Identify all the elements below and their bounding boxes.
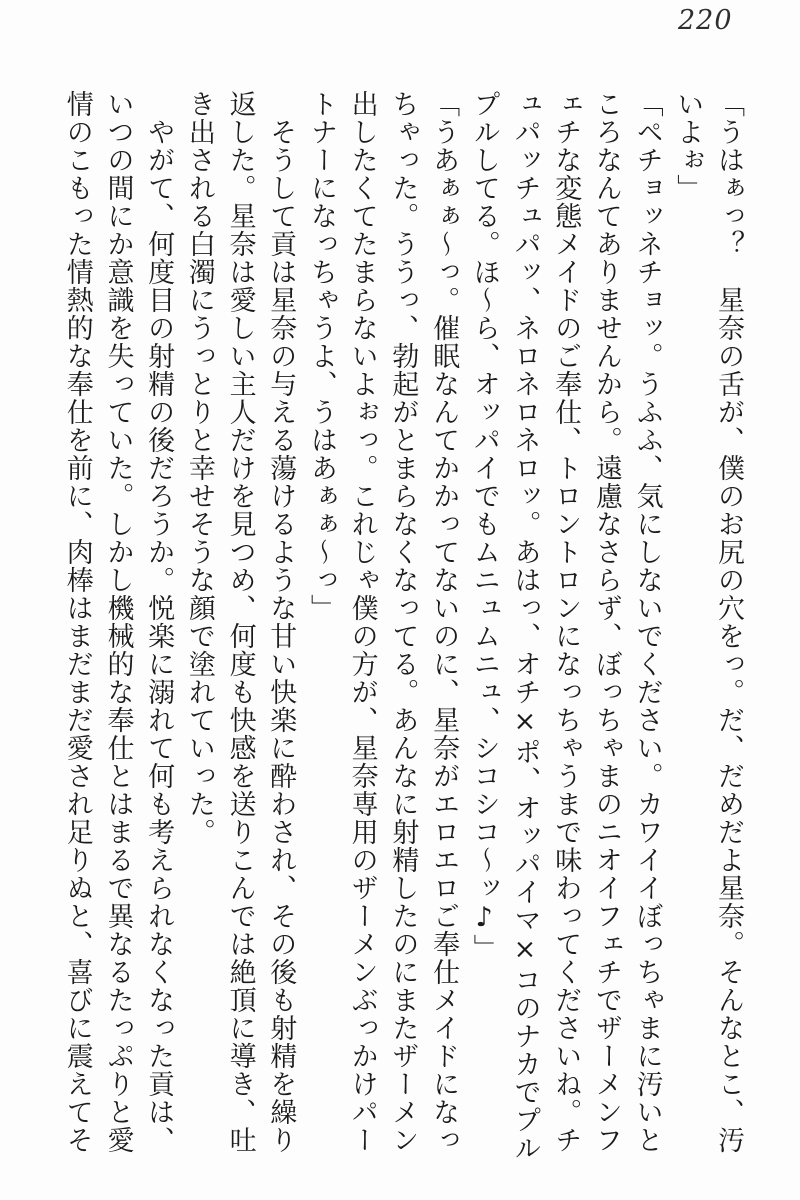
text-line: いよぉ」 [672, 90, 704, 202]
text-line: いつの間にか意識を失っていた。しかし機械的な奉仕とはまるで異なるたっぷりと愛 [102, 90, 134, 1154]
text-line: き出される白濁にうっとりと幸せそうな顔で塗れていった。 [183, 90, 215, 846]
text-line: 返した。星奈は愛しい主人だけを見つめ、何度も快感を送りこんでは絶頂に導き、吐 [224, 90, 256, 1154]
text-line: トナーになっちゃうよ、うはあぁぁ〜っ」 [305, 90, 337, 622]
text-line: 「ペチョッネチョッ。うふふ、気にしないでください。カワイイぼっちゃまに汚いと [631, 90, 663, 1154]
text-line: 情のこもった情熱的な奉仕を前に、肉棒はまだまだ愛され足りぬと、喜びに震えてそ [61, 90, 93, 1154]
text-line: 「うはぁっ？ 星奈の舌が、僕のお尻の穴をっ。だ、だめだよ星奈。そんなとこ、汚 [713, 90, 744, 1154]
text-line: そうして貢は星奈の与える蕩けるような甘い快楽に酔わされ、その後も射精を繰り [265, 90, 297, 1154]
text-line: ちゃった。ううっ、勃起がとまらなくなってる。あんなに射精したのにまたザーメン [387, 90, 419, 1154]
text-line: プルしてる。ほ〜ら、オッパイでもムニュムニュ、シコシコ〜ッ♪」 [468, 90, 500, 962]
text-line: 出したくてたまらないよぉっ。これじゃ僕の方が、星奈専用のザーメンぶっかけパー [346, 90, 378, 1154]
page-body [56, 90, 748, 1162]
text-line: やがて、何度目の射精の後だろうか。悦楽に溺れて何も考えられなくなった貢は、 [143, 90, 175, 1154]
text-line: ェチな変態メイドのご奉仕、トロントロンになっちゃうまで味わってくださいね。チ [550, 90, 582, 1154]
text-line: ュパッチュパッ、ネロネロネロッ。あはっ、オチ×ポ、オッパイマ×コのナカでプル [509, 90, 541, 1162]
page-number: 220 [678, 5, 733, 36]
text-line: 「うあぁぁ〜っ。催眠なんてかかってないのに、星奈がエロエロご奉仕メイドになっ [428, 90, 460, 1154]
text-line: ころなんてありませんから。遠慮なさらず、ぼっちゃまのニオイフェチでザーメンフ [590, 90, 622, 1154]
